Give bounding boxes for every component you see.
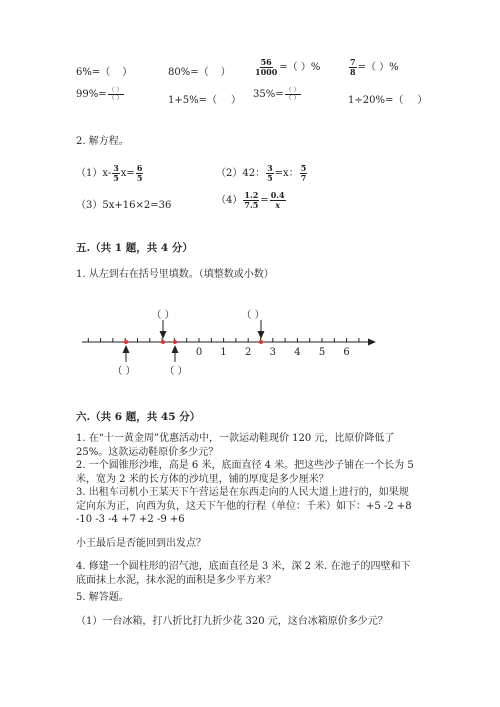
expr-6-percent: 6%=（ ） [76, 67, 133, 78]
fraction: $\frac{56}{1000}$ [255, 57, 278, 77]
tick-label: 6 [343, 347, 350, 358]
tick-label: 4 [294, 347, 301, 358]
number-line-markers [123, 320, 265, 362]
expr-56-over-1000: $\frac{56}{1000}$ =（ ）% [255, 57, 321, 77]
tick-label: 0 [195, 347, 203, 358]
red-point [161, 340, 165, 344]
problem-1: 1. 在“十一黄金周”优惠活动中，一款运动鞋现价 120 元，比原价降低了 25%。这款运动鞋原价多少元？ [76, 433, 395, 458]
equation-2: （2）42： $\frac{3}{5}$ =x： $\frac{5}{7}$ [216, 163, 307, 183]
problem-3-question: 小王最后是否能回到出发点？ [76, 538, 206, 549]
answer-bracket-top: （ ） [151, 310, 175, 321]
tick-label: 1 [220, 347, 227, 358]
problem-2: 2. 一个圆锥形沙堆，高是 6 米，底面直径 4 米。把这些沙子铺在一个长为 5 米，宽为 2 米的长方体的沙坑里，铺的厚度是多少厘米？ [76, 460, 414, 485]
arrow-right-icon [368, 339, 376, 346]
fraction: $\frac{3}{5}$ [267, 163, 273, 183]
fraction: $\frac{3}{5}$ [113, 163, 119, 183]
expr-99-percent: 99%= $\frac{( )}{( )}$ [76, 87, 123, 102]
problem-4: 4. 修建一个圆柱形的沼气池，底面直径是 3 米，深 2 米. 在池子的四壁和下底面抹上水泥，抹水泥的面积是多少平方米？ [76, 561, 411, 586]
problem-5: 5. 解答题。 [76, 592, 129, 603]
expr-80-percent: 80%=（ ） [168, 67, 231, 78]
section-6-title: 六.（共 6 题，共 45 分） [76, 411, 201, 423]
arrow-down-icon [160, 331, 167, 339]
fraction: $\frac{6}{5}$ [136, 163, 143, 183]
question-2-title: 2. 解方程。 [76, 136, 129, 147]
arrow-up-icon [123, 345, 130, 353]
number-line-ticks [88, 338, 359, 358]
equation-3: （3）5x+16×2=36 [76, 200, 172, 211]
problem-5-part-1: （1）一台冰箱，打八折比打九折少花 320 元，这台冰箱原价多少元？ [76, 616, 388, 627]
arrow-up-icon [172, 345, 179, 353]
tick-label: 5 [318, 347, 326, 358]
red-point [173, 340, 177, 344]
tick-label: 2 [245, 347, 252, 358]
fraction-blank: $\frac{( )}{( )}$ [285, 87, 300, 102]
expr-1-div-20-percent: 1÷20%=（ ） [348, 95, 428, 106]
answer-bracket-bottom: （ ） [112, 366, 136, 377]
red-point [259, 340, 263, 344]
fraction: $\frac{1.2}{7.5}$ [244, 190, 259, 210]
expr-1-plus-5-percent: 1+5%=（ ） [168, 95, 241, 106]
fraction: $\frac{7}{8}$ [350, 57, 356, 77]
expr-7-over-8: $\frac{7}{8}$ =（ ）% [350, 57, 399, 77]
tick-label: 3 [269, 347, 276, 358]
red-point [124, 340, 128, 344]
answer-bracket-bottom: （ ） [164, 366, 188, 377]
fraction-blank: $\frac{( )}{( )}$ [108, 87, 123, 102]
section-5-title: 五.（共 1 题，共 4 分） [76, 242, 193, 254]
fraction: $\frac{5}{7}$ [300, 163, 307, 183]
arrow-down-icon [258, 331, 265, 339]
equation-1: （1）x- $\frac{3}{5}$ x= $\frac{6}{5}$ [76, 163, 143, 183]
expr-35-percent: 35%= $\frac{( )}{( )}$ [253, 87, 300, 102]
fraction: $\frac{0.4}{x}$ [270, 190, 285, 210]
answer-bracket-top: （ ） [241, 310, 265, 321]
problem-3: 3. 出租车司机小王某天下午营运是在东西走向的人民大道上进行的，如果规定向东为正，向西为负，这天下午他的行程（单位：千米）如下：+5 -2 +8 -10 -3 -4 +7 +2 -9 +6 [76, 487, 412, 525]
section-5-question-1: 1. 从左到右在括号里填数。（填整数或小数） [76, 269, 274, 280]
equation-4: （4） $\frac{1.2}{7.5}$ = $\frac{0.4}{x}$ [216, 190, 285, 210]
